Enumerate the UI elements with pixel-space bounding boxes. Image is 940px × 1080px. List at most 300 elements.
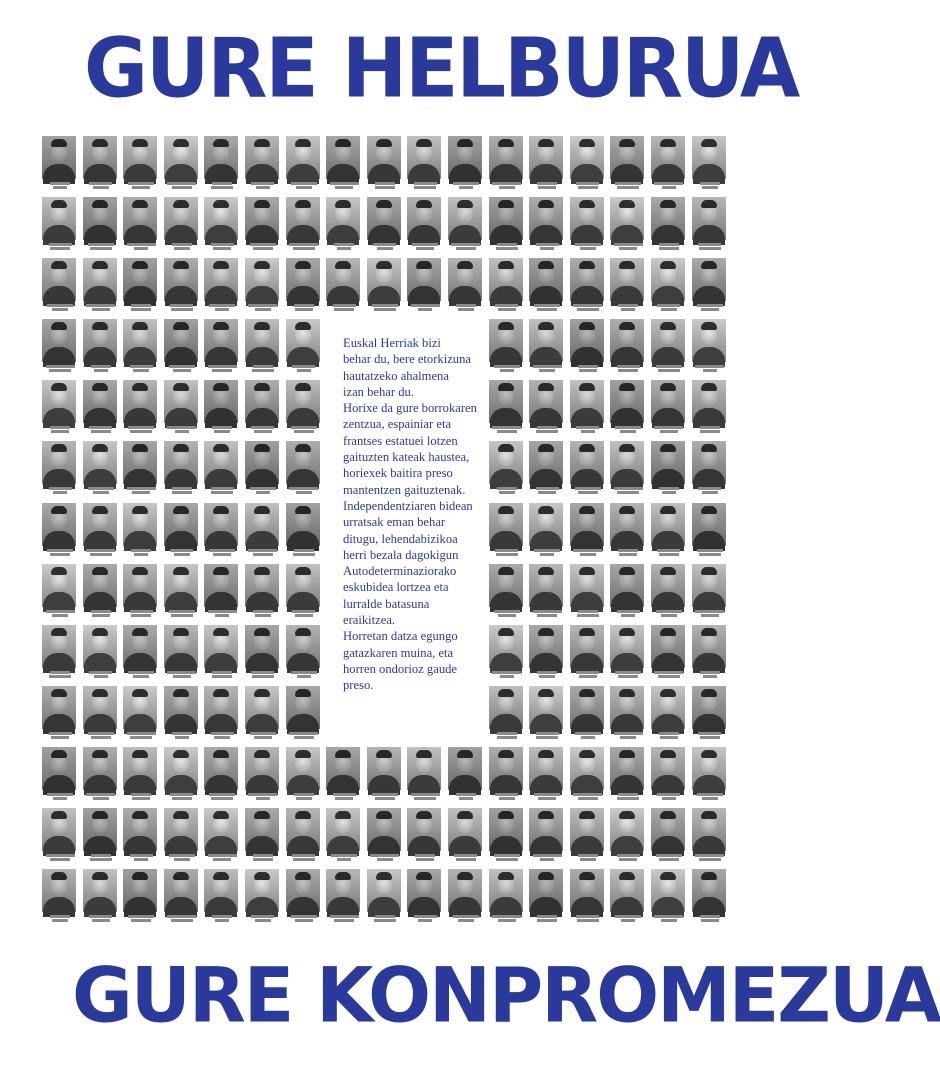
portrait-cell xyxy=(527,135,568,196)
portrait-cell xyxy=(527,746,568,807)
statement-line: horren ondorioz gaude xyxy=(343,661,458,676)
statement-line: lurralde batasuna xyxy=(343,596,430,611)
statement-line: Euskal Herriak bizi xyxy=(343,336,441,350)
portrait-cell xyxy=(40,746,81,807)
portrait-caption xyxy=(608,792,648,800)
portrait-photo xyxy=(489,564,523,607)
portrait-caption xyxy=(284,914,324,922)
portrait-caption xyxy=(527,670,567,678)
statement-line: zentzua, espainiar eta xyxy=(343,417,452,432)
portrait-cell xyxy=(649,379,690,440)
portrait-cell xyxy=(81,257,122,318)
portrait-cell xyxy=(487,318,528,379)
portrait-caption xyxy=(649,181,689,189)
portrait-photo xyxy=(407,136,441,179)
portrait-photo xyxy=(529,808,563,851)
portrait-cell xyxy=(202,746,243,807)
portrait-photo xyxy=(692,197,726,240)
portrait-caption xyxy=(608,853,648,861)
portrait-caption xyxy=(243,303,283,311)
portrait-caption xyxy=(162,670,202,678)
portrait-caption xyxy=(649,853,689,861)
portrait-caption xyxy=(608,670,648,678)
statement-line: eskubidea lortzea eta xyxy=(343,580,449,595)
portrait-cell xyxy=(568,318,609,379)
portrait-caption xyxy=(690,792,730,800)
portrait-caption xyxy=(405,914,445,922)
portrait-photo xyxy=(651,564,685,607)
portrait-photo xyxy=(123,258,157,301)
portrait-cell xyxy=(202,440,243,501)
portrait-caption xyxy=(202,242,242,250)
portrait-cell xyxy=(446,746,487,807)
portrait-caption xyxy=(202,425,242,433)
portrait-photo xyxy=(407,747,441,790)
portrait-cell xyxy=(40,257,81,318)
portrait-photo xyxy=(83,686,117,729)
portrait-caption xyxy=(608,914,648,922)
portrait-cell xyxy=(365,196,406,257)
portrait-caption xyxy=(608,486,648,494)
portrait-photo xyxy=(42,441,76,484)
statement-line: preso. xyxy=(343,678,374,693)
portrait-photo xyxy=(570,136,604,179)
portrait-caption xyxy=(40,303,80,311)
portrait-photo xyxy=(204,808,238,851)
portrait-photo xyxy=(610,869,644,912)
portrait-caption xyxy=(81,303,121,311)
statement-line: ditugu, lehendabizikoa xyxy=(343,531,458,546)
portrait-cell xyxy=(527,502,568,563)
portrait-photo xyxy=(610,747,644,790)
portrait-cell xyxy=(405,257,446,318)
portrait-caption xyxy=(649,609,689,617)
portrait-caption xyxy=(568,181,608,189)
statement-line: urratsak eman behar xyxy=(343,515,446,530)
portrait-photo xyxy=(489,503,523,546)
portrait-photo xyxy=(367,808,401,851)
portrait-caption xyxy=(243,792,283,800)
portrait-photo xyxy=(692,503,726,546)
portrait-caption xyxy=(405,853,445,861)
portrait-cell xyxy=(202,257,243,318)
portrait-caption xyxy=(527,914,567,922)
portrait-photo xyxy=(164,625,198,668)
portrait-cell xyxy=(527,379,568,440)
portrait-cell xyxy=(243,196,284,257)
portrait-photo xyxy=(489,197,523,240)
portrait-cell xyxy=(202,379,243,440)
portrait-photo xyxy=(286,869,320,912)
portrait-cell xyxy=(162,685,203,746)
portrait-photo xyxy=(245,686,279,729)
portrait-caption xyxy=(40,792,80,800)
portrait-cell xyxy=(487,563,528,624)
portrait-cell xyxy=(40,196,81,257)
portrait-cell xyxy=(568,624,609,685)
portrait-caption xyxy=(649,914,689,922)
portrait-caption xyxy=(40,364,80,372)
portrait-cell xyxy=(121,135,162,196)
portrait-caption xyxy=(40,548,80,556)
portrait-cell xyxy=(243,379,284,440)
portrait-cell xyxy=(568,257,609,318)
portrait-photo xyxy=(42,136,76,179)
portrait-cell xyxy=(487,257,528,318)
portrait-caption xyxy=(446,853,486,861)
portrait-caption xyxy=(608,548,648,556)
portrait-caption xyxy=(121,670,161,678)
portrait-photo xyxy=(692,747,726,790)
portrait-photo xyxy=(164,686,198,729)
portrait-cell xyxy=(608,196,649,257)
portrait-cell xyxy=(202,807,243,868)
portrait-cell xyxy=(446,807,487,868)
statement-line: Independentziaren bidean xyxy=(343,498,473,513)
portrait-cell xyxy=(162,868,203,929)
portrait-cell xyxy=(284,196,325,257)
portrait-photo xyxy=(367,197,401,240)
portrait-cell xyxy=(446,135,487,196)
portrait-cell xyxy=(121,318,162,379)
portrait-caption xyxy=(202,914,242,922)
portrait-caption xyxy=(527,486,567,494)
portrait-cell xyxy=(81,135,122,196)
portrait-cell xyxy=(365,135,406,196)
portrait-caption xyxy=(162,548,202,556)
portrait-caption xyxy=(324,853,364,861)
portrait-caption xyxy=(365,853,405,861)
portrait-caption xyxy=(40,181,80,189)
portrait-photo xyxy=(286,808,320,851)
portrait-caption xyxy=(527,609,567,617)
portrait-caption xyxy=(649,364,689,372)
portrait-caption xyxy=(324,792,364,800)
portrait-caption xyxy=(284,792,324,800)
portrait-caption xyxy=(162,364,202,372)
portrait-cell xyxy=(202,502,243,563)
portrait-photo xyxy=(570,747,604,790)
portrait-photo xyxy=(123,686,157,729)
portrait-caption xyxy=(649,731,689,739)
portrait-photo xyxy=(529,625,563,668)
portrait-cell xyxy=(202,196,243,257)
portrait-photo xyxy=(245,747,279,790)
portrait-caption xyxy=(568,609,608,617)
portrait-cell xyxy=(243,257,284,318)
top-title: GURE HELBURUA xyxy=(84,22,799,117)
portrait-caption xyxy=(284,364,324,372)
portrait-cell xyxy=(162,563,203,624)
portrait-photo xyxy=(326,747,360,790)
portrait-cell xyxy=(527,440,568,501)
portrait-photo xyxy=(123,319,157,362)
portrait-caption xyxy=(121,914,161,922)
statement-line: Horretan datza egungo xyxy=(343,629,458,644)
portrait-photo xyxy=(651,441,685,484)
portrait-photo xyxy=(692,258,726,301)
portrait-cell xyxy=(284,318,325,379)
portrait-photo xyxy=(570,503,604,546)
portrait-cell xyxy=(202,868,243,929)
portrait-photo xyxy=(326,808,360,851)
portrait-caption xyxy=(324,242,364,250)
portrait-photo xyxy=(164,808,198,851)
portrait-cell xyxy=(608,807,649,868)
portrait-caption xyxy=(324,303,364,311)
portrait-cell xyxy=(284,624,325,685)
portrait-cell xyxy=(568,746,609,807)
portrait-photo xyxy=(367,258,401,301)
portrait-cell xyxy=(162,624,203,685)
portrait-caption xyxy=(527,731,567,739)
portrait-photo xyxy=(651,380,685,423)
portrait-photo xyxy=(529,747,563,790)
portrait-cell xyxy=(690,318,731,379)
portrait-photo xyxy=(42,380,76,423)
portrait-photo xyxy=(204,686,238,729)
portrait-cell xyxy=(324,746,365,807)
portrait-photo xyxy=(123,136,157,179)
portrait-photo xyxy=(448,808,482,851)
portrait-photo xyxy=(164,136,198,179)
portrait-cell xyxy=(202,563,243,624)
portrait-caption xyxy=(81,792,121,800)
portrait-photo xyxy=(123,380,157,423)
portrait-photo xyxy=(204,258,238,301)
portrait-caption xyxy=(202,548,242,556)
portrait-cell xyxy=(243,685,284,746)
portrait-photo xyxy=(42,319,76,362)
portrait-caption xyxy=(690,181,730,189)
portrait-cell xyxy=(527,807,568,868)
portrait-cell xyxy=(649,135,690,196)
portrait-caption xyxy=(487,303,527,311)
portrait-photo xyxy=(42,747,76,790)
statement-line: hautatzeko ahalmena xyxy=(343,368,449,383)
portrait-cell xyxy=(649,746,690,807)
portrait-cell xyxy=(649,563,690,624)
portrait-cell xyxy=(284,563,325,624)
portrait-cell xyxy=(649,685,690,746)
portrait-photo xyxy=(529,564,563,607)
portrait-cell xyxy=(121,440,162,501)
portrait-cell xyxy=(81,563,122,624)
portrait-caption xyxy=(243,548,283,556)
portrait-caption xyxy=(690,670,730,678)
portrait-photo xyxy=(570,625,604,668)
portrait-cell xyxy=(81,868,122,929)
portrait-cell xyxy=(649,318,690,379)
portrait-photo xyxy=(570,319,604,362)
portrait-cell xyxy=(608,257,649,318)
portrait-caption xyxy=(608,303,648,311)
portrait-caption xyxy=(690,609,730,617)
portrait-caption xyxy=(527,792,567,800)
portrait-photo xyxy=(529,380,563,423)
statement-text xyxy=(343,335,481,694)
portrait-cell xyxy=(487,807,528,868)
portrait-photo xyxy=(570,686,604,729)
portrait-cell xyxy=(527,257,568,318)
portrait-caption xyxy=(487,486,527,494)
portrait-cell xyxy=(81,685,122,746)
portrait-caption xyxy=(81,181,121,189)
portrait-caption xyxy=(649,670,689,678)
portrait-caption xyxy=(690,914,730,922)
portrait-cell xyxy=(162,502,203,563)
portrait-cell xyxy=(568,685,609,746)
portrait-photo xyxy=(651,686,685,729)
portrait-photo xyxy=(610,319,644,362)
portrait-caption xyxy=(81,609,121,617)
portrait-caption xyxy=(162,486,202,494)
portrait-photo xyxy=(286,380,320,423)
portrait-photo xyxy=(692,136,726,179)
portrait-cell xyxy=(690,135,731,196)
portrait-caption xyxy=(243,914,283,922)
portrait-cell xyxy=(81,502,122,563)
statement-line: mantentzen gaituztenak. xyxy=(343,482,466,497)
portrait-cell xyxy=(202,318,243,379)
portrait-cell xyxy=(284,440,325,501)
portrait-photo xyxy=(42,625,76,668)
portrait-photo xyxy=(367,869,401,912)
portrait-caption xyxy=(365,303,405,311)
portrait-photo xyxy=(83,380,117,423)
portrait-caption xyxy=(202,670,242,678)
portrait-photo xyxy=(610,564,644,607)
portrait-photo xyxy=(651,625,685,668)
portrait-cell xyxy=(690,502,731,563)
portrait-caption xyxy=(202,364,242,372)
portrait-cell xyxy=(284,685,325,746)
portrait-cell xyxy=(527,868,568,929)
portrait-cell xyxy=(121,563,162,624)
portrait-caption xyxy=(608,425,648,433)
portrait-caption xyxy=(121,731,161,739)
portrait-photo xyxy=(245,808,279,851)
portrait-caption xyxy=(284,303,324,311)
portrait-caption xyxy=(284,486,324,494)
portrait-caption xyxy=(527,853,567,861)
portrait-caption xyxy=(487,670,527,678)
portrait-photo xyxy=(286,686,320,729)
portrait-photo xyxy=(692,625,726,668)
portrait-photo xyxy=(286,136,320,179)
portrait-cell xyxy=(284,257,325,318)
portrait-photo xyxy=(245,319,279,362)
portrait-cell xyxy=(162,257,203,318)
portrait-cell xyxy=(649,624,690,685)
portrait-caption xyxy=(121,425,161,433)
portrait-cell xyxy=(487,685,528,746)
portrait-photo xyxy=(204,441,238,484)
portrait-photo xyxy=(692,869,726,912)
portrait-caption xyxy=(284,731,324,739)
portrait-photo xyxy=(204,319,238,362)
portrait-cell xyxy=(40,440,81,501)
portrait-caption xyxy=(162,303,202,311)
portrait-cell xyxy=(649,196,690,257)
portrait-cell xyxy=(690,563,731,624)
portrait-cell xyxy=(40,318,81,379)
portrait-caption xyxy=(243,670,283,678)
portrait-photo xyxy=(245,136,279,179)
portrait-photo xyxy=(123,503,157,546)
portrait-caption xyxy=(446,792,486,800)
portrait-caption xyxy=(40,731,80,739)
portrait-photo xyxy=(83,564,117,607)
portrait-photo xyxy=(610,625,644,668)
portrait-photo xyxy=(570,808,604,851)
portrait-caption xyxy=(487,242,527,250)
portrait-photo xyxy=(286,258,320,301)
portrait-photo xyxy=(570,441,604,484)
portrait-caption xyxy=(243,731,283,739)
portrait-photo xyxy=(610,686,644,729)
portrait-photo xyxy=(83,258,117,301)
portrait-caption xyxy=(568,792,608,800)
portrait-cell xyxy=(649,807,690,868)
portrait-cell xyxy=(690,196,731,257)
portrait-cell xyxy=(284,135,325,196)
portrait-photo xyxy=(489,808,523,851)
portrait-caption xyxy=(162,914,202,922)
portrait-photo xyxy=(204,625,238,668)
portrait-photo xyxy=(83,869,117,912)
portrait-photo xyxy=(204,747,238,790)
portrait-caption xyxy=(284,853,324,861)
portrait-photo xyxy=(692,564,726,607)
statement-line: herri bezala dagokigun xyxy=(343,547,459,562)
portrait-cell xyxy=(608,135,649,196)
portrait-caption xyxy=(121,609,161,617)
portrait-photo xyxy=(529,441,563,484)
portrait-photo xyxy=(489,441,523,484)
portrait-photo xyxy=(42,197,76,240)
portrait-caption xyxy=(162,853,202,861)
portrait-photo xyxy=(245,197,279,240)
statement-line: izan behar du. xyxy=(343,384,414,399)
portrait-photo xyxy=(489,136,523,179)
portrait-caption xyxy=(81,242,121,250)
portrait-cell xyxy=(243,440,284,501)
portrait-cell xyxy=(527,563,568,624)
portrait-photo xyxy=(83,747,117,790)
portrait-cell xyxy=(324,135,365,196)
portrait-photo xyxy=(83,808,117,851)
portrait-photo xyxy=(245,441,279,484)
portrait-photo xyxy=(489,319,523,362)
portrait-photo xyxy=(164,747,198,790)
portrait-caption xyxy=(527,181,567,189)
portrait-photo xyxy=(326,136,360,179)
portrait-photo xyxy=(651,869,685,912)
portrait-photo xyxy=(570,564,604,607)
portrait-photo xyxy=(651,503,685,546)
portrait-cell xyxy=(324,196,365,257)
portrait-photo xyxy=(489,380,523,423)
portrait-cell xyxy=(690,807,731,868)
portrait-caption xyxy=(487,364,527,372)
portrait-cell xyxy=(81,746,122,807)
portrait-caption xyxy=(487,548,527,556)
portrait-photo xyxy=(164,197,198,240)
portrait-cell xyxy=(324,868,365,929)
portrait-caption xyxy=(202,609,242,617)
statement-line: eraikitzea. xyxy=(343,613,396,628)
